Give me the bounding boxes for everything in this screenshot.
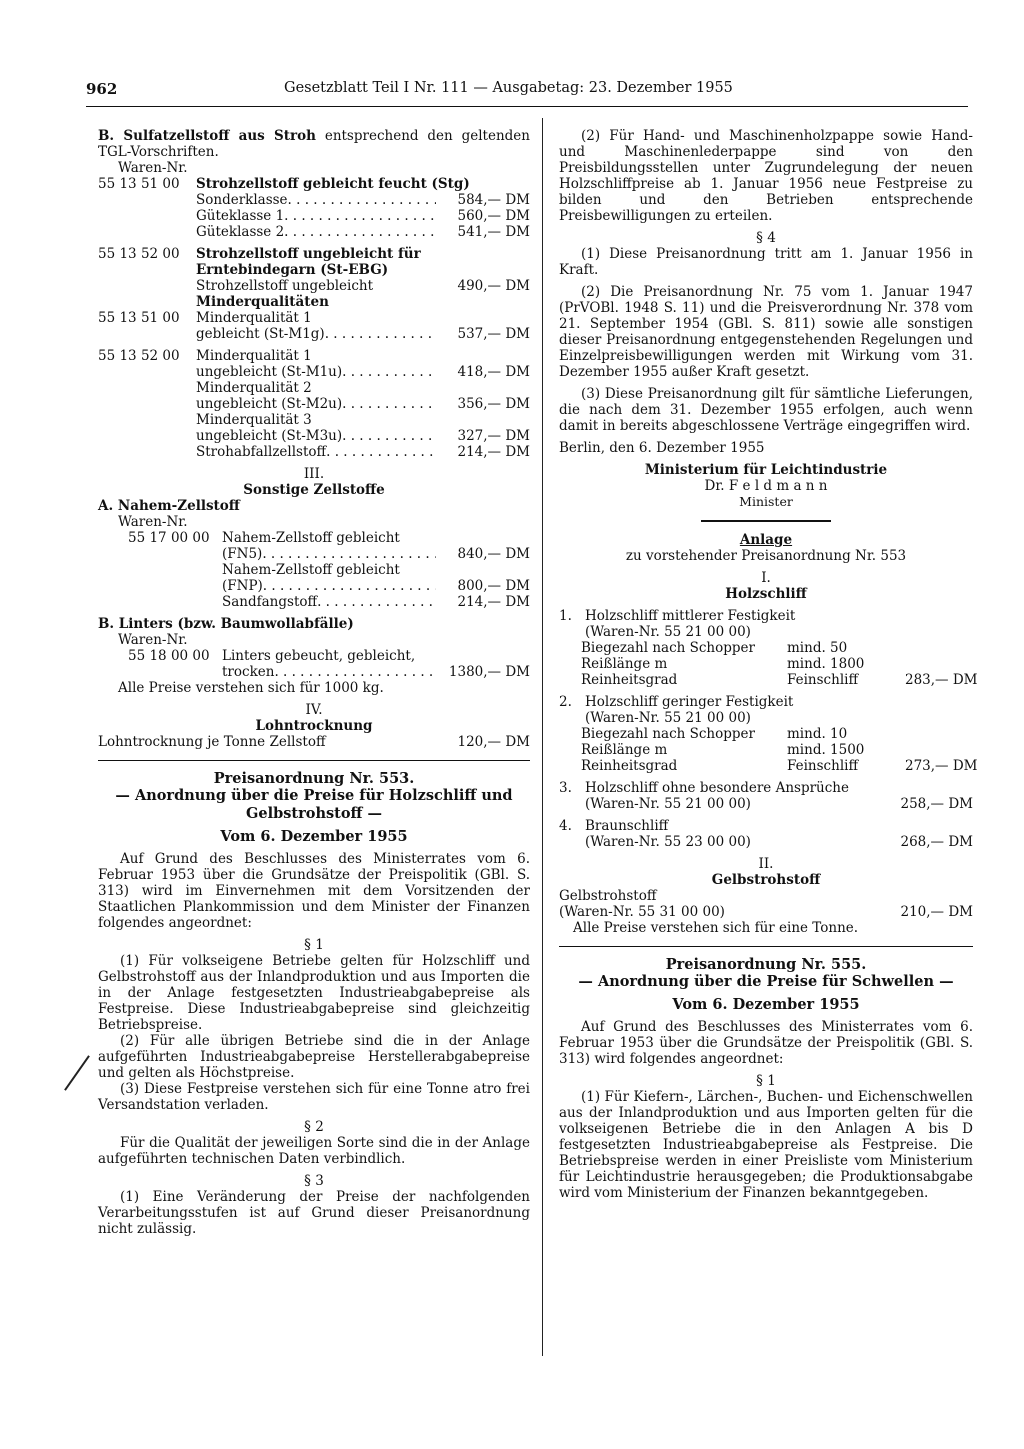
price-row: trocken . . . 1380,— DM [98,664,530,680]
annex-item: 3. Holzschliff ohne besondere Ansprüche [559,780,849,796]
paragraph-text: (2) Für alle übrigen Betriebe sind die in der Anlage aufgeführten Industrieabgabepreise Herstellerabgabepreise und gelten als Höchstpreise. [98,1033,530,1081]
waren-nr-label: Waren-Nr. [118,160,188,176]
margin-pen-mark [64,1055,90,1091]
spec-row: Reißlänge m mind. 1500 [581,742,865,758]
paragraph-number: § 3 [304,1173,324,1189]
paragraph-text: (2) Für Hand- und Maschinenholzpappe sowie Hand- und Maschinenlederpappe sind von den Preisbildungsstellen unter Zugrundelegung der neuen Holzschliffpreise ab 1. Januar 1956 neue Festpreise zu bilden und den Betrieben entsprechende Preisbewilligungen zu erteilen. [559,128,973,224]
price-note: Alle Preise verstehen sich für eine Tonne. [573,920,859,936]
paragraph-text: (3) Diese Festpreise verstehen sich für eine Tonne atro frei Versandstation verladen. [98,1081,530,1113]
ordinance-title: Preisanordnung Nr. 555. [665,956,867,973]
ministry-name: Ministerium für Leichtindustrie [644,462,888,478]
paragraph-text: (1) Für Kiefern-, Lärchen-, Buchen- und Eichenschwellen aus der Inlandproduktion und aus Importen gelten für die volkseigenen Betriebe die in den Anlagen A bis D festgesetzten Industrieabgabepreise als Festpreise. Die Betriebspreise werden in einer Preisliste vom Ministerium für Leichtindustrie herausgegeben; die Produktionsabgabe wird vom Ministerium der Finanzen bekanntgegeben. [559,1089,973,1201]
spec-row: Reißlänge m mind. 1800 [581,656,865,672]
price-row: ungebleicht (St-M1u) . . . 418,— DM [98,364,530,380]
annex-item: (Waren-Nr. 55 31 00 00) 210,— DM [559,904,973,920]
price-row: 55 17 00 00 Nahem-Zellstoff gebleicht [128,530,400,546]
paragraph-text: (2) Die Preisanordnung Nr. 75 vom 1. Januar 1947 (PrVOBl. 1948 S. 11) und die Preisverordnung Nr. 378 vom 21. September 1954 (GBl. S. 811) sowie alle sonstigen dieser Preisanordnung entgegenstehenden Regelungen und Einzelpreisbewilligungen werden mit Wirkung vom 31. Dezember 1955 außer Kraft gesetzt. [559,284,973,380]
annex-title: Anlage [739,532,793,548]
price-row: 55 13 52 00 Minderqualität 1 [98,348,312,364]
place-date: Berlin, den 6. Dezember 1955 [559,440,765,456]
left-column [98,128,530,1237]
paragraph-text: (1) Diese Preisanordnung tritt am 1. Januar 1956 in Kraft. [559,246,973,278]
ordinance-subtitle: — Anordnung über die Preise für Schwellen — [578,973,954,990]
paragraph-number: § 4 [756,230,776,246]
price-row: Sandfangstoff . . . 214,— DM [98,594,530,610]
price-row: Lohntrocknung je Tonne Zellstoff 120,— DM [98,734,530,750]
annex-item: 2. Holzschliff geringer Festigkeit [559,694,794,710]
ordinance-title: Preisanordnung Nr. 553. [213,770,415,787]
subsection-title: A. Nahem-Zellstoff [98,498,240,514]
spec-row: Biegezahl nach Schopper mind. 50 [581,640,848,656]
paragraph-text: (3) Diese Preisanordnung gilt für sämtliche Lieferungen, die nach dem 31. Dezember 1955 erfolgen, auch wenn damit in bereits abgeschlossene Verträge eingegriffen wird. [559,386,973,434]
ordinance-date: Vom 6. Dezember 1955 [672,996,860,1013]
price-row: ungebleicht (St-M3u) . . . 327,— DM [98,428,530,444]
spec-row: Reinheitsgrad Feinschliff 283,— DM [581,672,978,688]
section-number: IV. [305,702,323,718]
price-row: Minderqualität 2 [196,380,312,396]
subsection-title: B. Linters (bzw. Baumwollabfälle) [98,616,354,632]
subheading: Minderqualitäten [196,294,329,310]
paragraph-number: § 2 [304,1119,324,1135]
page-number: 962 [86,80,118,98]
section-b-title: B. Sulfatzellstoff aus Stroh entsprechend den geltenden TGL-Vorschriften. [98,128,530,160]
paragraph-number: § 1 [304,937,324,953]
price-row: Strohabfallzellstoff . . . 214,— DM [98,444,530,460]
section-number: II. [758,856,774,872]
paragraph-text: (1) Eine Veränderung der Preise der nachfolgenden Verarbeitungsstufen ist auf Grund dieser Preisanordnung nicht zulässig. [98,1189,530,1237]
waren-nr: (Waren-Nr. 55 21 00 00) [585,710,751,726]
ordinance-intro: Auf Grund des Beschlusses des Ministerrates vom 6. Februar 1953 über die Grundsätze der Preispolitik (GBl. S. 313) wird folgendes angeordnet: [559,1019,973,1067]
price-row: Strohzellstoff ungebleicht 490,— DM [196,278,530,294]
annex-item: (Waren-Nr. 55 23 00 00) 268,— DM [585,834,973,850]
waren-nr-label: Waren-Nr. [118,632,188,648]
price-row: Güteklasse 2 . . . 541,— DM [98,224,530,240]
signer-name: Dr. F e l d m a n n [704,478,828,494]
price-row: Güteklasse 1 . . . 560,— DM [98,208,530,224]
signature-separator [701,520,831,522]
paragraph-text: (1) Für volkseigene Betriebe gelten für Holzschliff und Gelbstrohstoff aus der Inlandproduktion und aus Importen die in der Anlage festgesetzten Industrieabgabepreise als Festpreise. Diese Industrieabgabepreise sind gleichzeitig Betriebspreise. [98,953,530,1033]
ordinance-subtitle: — Anordnung über die Preise für Holzschliff und Gelbstrohstoff — [115,787,513,822]
price-row: gebleicht (St-M1g) . . . 537,— DM [98,326,530,342]
annex-item: (Waren-Nr. 55 21 00 00) 258,— DM [585,796,973,812]
ordinance-date: Vom 6. Dezember 1955 [220,828,408,845]
signer-title: Minister [739,494,793,509]
ordinance-intro: Auf Grund des Beschlusses des Ministerrates vom 6. Februar 1953 über die Grundsätze der Preispolitik (GBl. S. 313) wird im Einvernehmen mit dem Vorsitzenden der Staatlichen Plankommission und dem Minister der Finanzen folgendes angeordnet: [98,851,530,931]
annex-item: 1. Holzschliff mittlerer Festigkeit [559,608,796,624]
price-row: 55 13 52 00 Strohzellstoff ungebleicht für Erntebindegarn (St-EBG) [98,246,421,278]
price-row: 55 13 51 00 Minderqualität 1 [98,310,312,326]
price-row: (FNP) . . . 800,— DM [98,578,530,594]
annex-item: 4. Braunschliff [559,818,669,834]
section-number: I. [761,570,771,586]
section-title: Holzschliff [725,586,807,602]
section-title: Gelbstrohstoff [711,872,821,888]
header-title: Gesetzblatt Teil I Nr. 111 — Ausgabetag: 23. Dezember 1955 [284,80,733,96]
price-row: Minderqualität 3 [196,412,312,428]
section-number: III. [303,466,325,482]
column-divider [542,118,543,1356]
section-separator [559,946,973,947]
section-title: Lohntrocknung [255,718,373,734]
waren-nr: (Waren-Nr. 55 21 00 00) [585,624,751,640]
price-row: Sonderklasse . . . 584,— DM [98,192,530,208]
annex-subtitle: zu vorstehender Preisanordnung Nr. 553 [625,548,907,564]
price-row: (FN5) . . . 840,— DM [98,546,530,562]
right-column [559,128,978,1201]
spec-row: Reinheitsgrad Feinschliff 273,— DM [581,758,978,774]
spec-row: Biegezahl nach Schopper mind. 10 [581,726,848,742]
price-row: 55 18 00 00 Linters gebeucht, gebleicht, [128,648,416,664]
annex-item: Gelbstrohstoff [559,888,657,904]
price-row: Nahem-Zellstoff gebleicht [222,562,400,578]
paragraph-number: § 1 [756,1073,776,1089]
waren-nr-label: Waren-Nr. [118,514,188,530]
section-title: Sonstige Zellstoffe [243,482,385,498]
section-separator [98,760,530,761]
price-note: Alle Preise verstehen sich für 1000 kg. [118,680,384,696]
paragraph-text: Für die Qualität der jeweiligen Sorte sind die in der Anlage aufgeführten technischen Daten verbindlich. [98,1135,530,1167]
price-row: 55 13 51 00 Strohzellstoff gebleicht feucht (Stg) [98,176,470,192]
page-header [86,78,968,107]
price-row: ungebleicht (St-M2u) . . . 356,— DM [98,396,530,412]
